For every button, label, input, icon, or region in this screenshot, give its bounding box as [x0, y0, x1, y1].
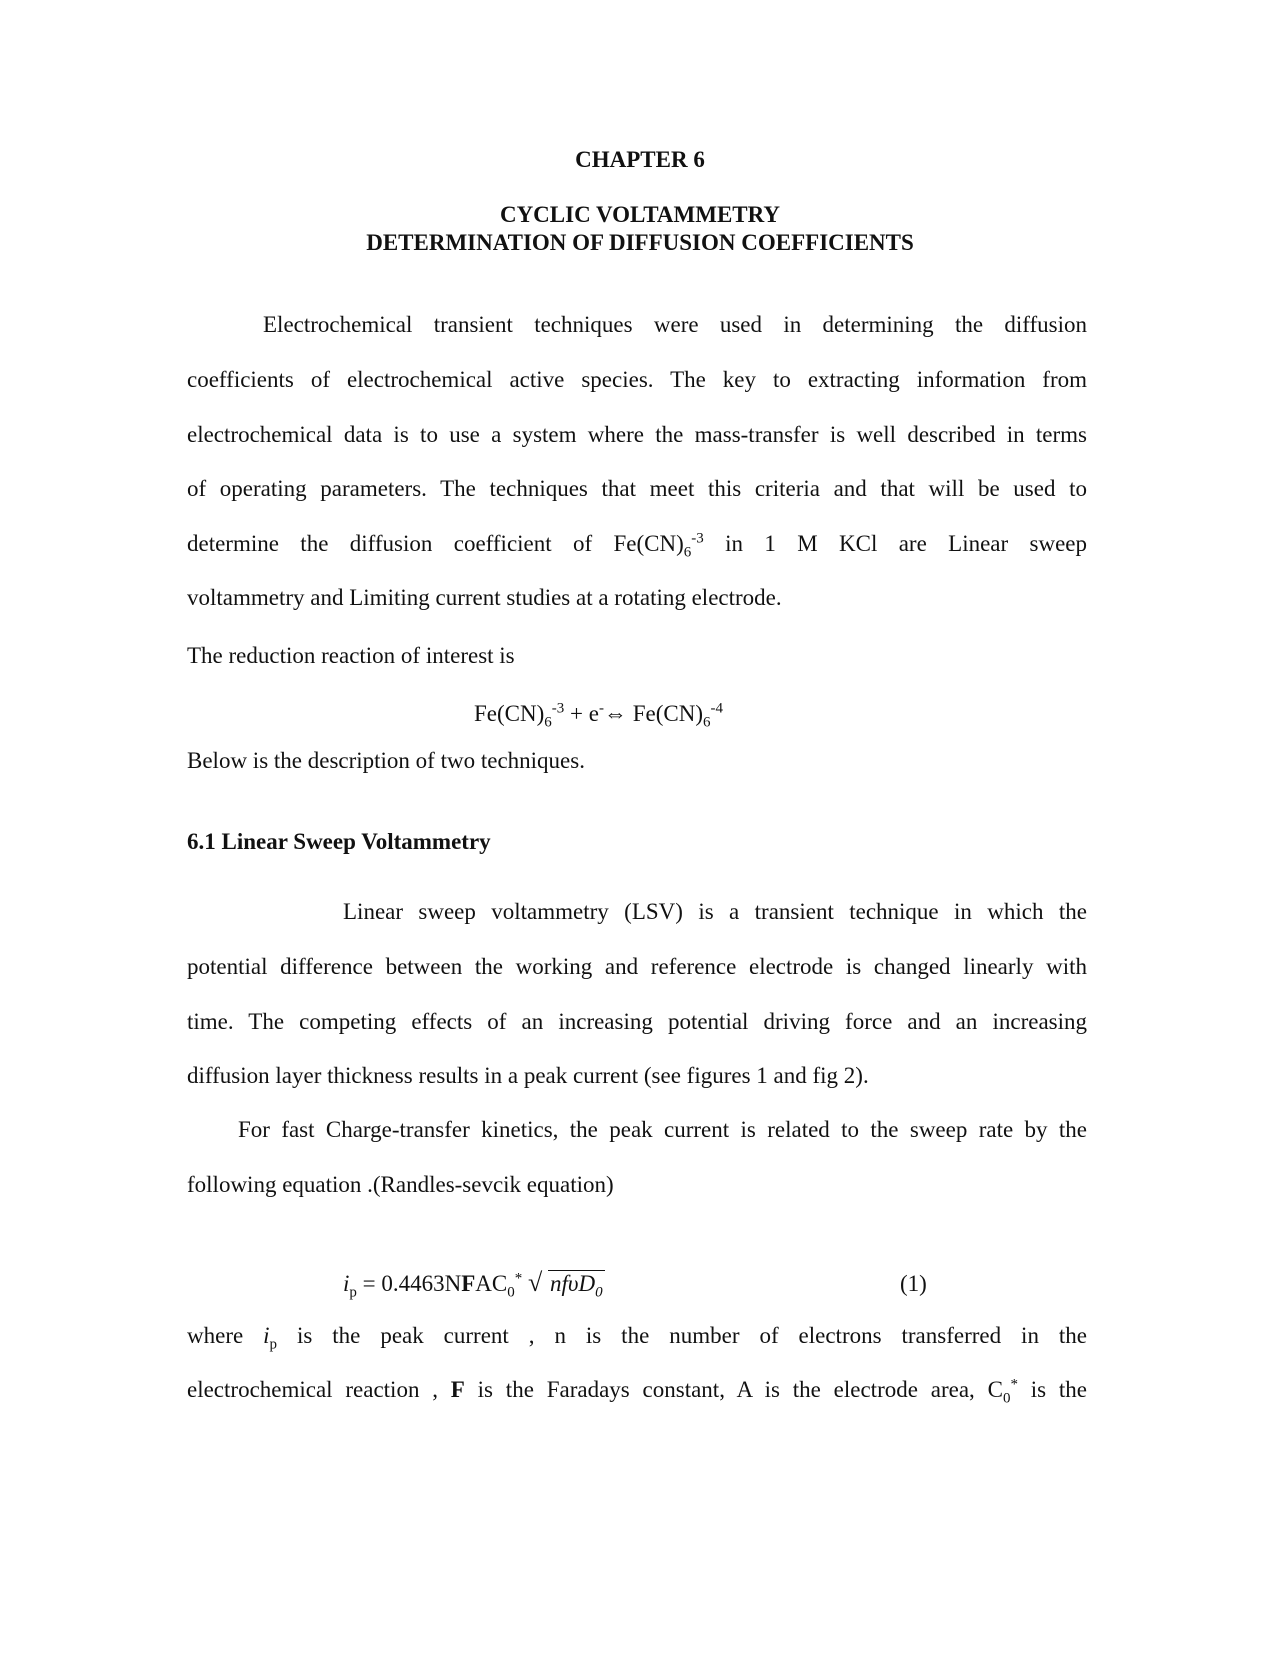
where-line-1: where $i_p$ is the peak current , n is the number of electrons transferred in the — [187, 1323, 1087, 1353]
title-line-1: CYCLIC VOLTAMMETRY — [499, 202, 781, 227]
equilibrium-arrow-icon: ⇔ — [603, 701, 627, 726]
section-line-1: Linear sweep voltammetry (LSV) is a transient technique in which the — [343, 899, 1087, 924]
chapter-label: CHAPTER 6 — [575, 147, 705, 172]
radical-icon: √ — [528, 1268, 543, 1297]
intro-line-3: electrochemical data is to use a system where the mass-transfer is well described in terms — [187, 422, 1087, 447]
intro-line-4: of operating parameters. The techniques that meet this criteria and that will be used to — [187, 476, 1087, 501]
section-heading: 6.1 Linear Sweep Voltammetry — [187, 829, 491, 854]
intro-line-6: voltammetry and Limiting current studies at a rotating electrode. — [187, 585, 782, 610]
reaction-intro: The reduction reaction of interest is — [187, 643, 515, 668]
equation-number: (1) — [900, 1271, 927, 1296]
section-line-6: following equation .(Randles-sevcik equation) — [187, 1172, 614, 1197]
reaction-equation: $Fe(CN)_6^{-3}$ + e-⇔ $Fe(CN)_6^{-4}$ — [474, 700, 723, 731]
where-line-2: electrochemical reaction , F is the Faradays constant, A is the electrode area, $C_0^*$ is the — [187, 1376, 1087, 1407]
intro-line-2: coefficients of electrochemical active species. The key to extracting information from — [187, 367, 1087, 392]
randles-sevcik-equation: $i_p$ = $0.4463NFAC_0^*$ √ nfυD$_0$ — [343, 1268, 603, 1301]
section-line-3: time. The competing effects of an increasing potential driving force and an increasing — [187, 1009, 1087, 1034]
section-line-2: potential difference between the working and reference electrode is changed linearly with — [187, 954, 1087, 979]
below-text: Below is the description of two techniques. — [187, 748, 585, 773]
section-line-4: diffusion layer thickness results in a peak current (see figures 1 and fig 2). — [187, 1063, 869, 1088]
section-line-5: For fast Charge-transfer kinetics, the peak current is related to the sweep rate by the — [238, 1117, 1087, 1142]
intro-line-1: Electrochemical transient techniques were used in determining the diffusion — [263, 312, 1087, 337]
title-line-2: DETERMINATION OF DIFFUSION COEFFICIENTS — [366, 230, 914, 255]
square-root: √ nfυD$_0$ — [528, 1268, 603, 1301]
intro-line-5: determine the diffusion coefficient of $Fe(CN)_6^{-3}$ in 1 M KCl are Linear sweep — [187, 530, 1087, 561]
